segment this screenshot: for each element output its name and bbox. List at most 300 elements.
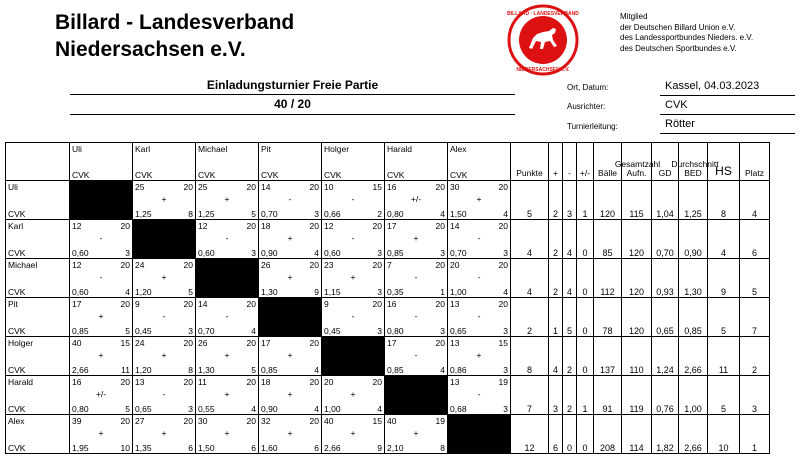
plus-cell bbox=[549, 337, 563, 376]
match-cell bbox=[385, 337, 448, 376]
match-cell bbox=[448, 337, 511, 376]
plus-minus-cell bbox=[577, 259, 594, 298]
match-average: 0,35 bbox=[387, 287, 404, 297]
corner-cell bbox=[6, 143, 70, 181]
column-player-club: CVK bbox=[450, 170, 468, 180]
match-average: 2,10 bbox=[387, 443, 404, 453]
date-label: Ort, Datum: bbox=[567, 83, 609, 92]
hs-cell bbox=[708, 298, 740, 337]
column-player-club: CVK bbox=[198, 170, 216, 180]
match-average: 0,70 bbox=[261, 209, 278, 219]
hs-value: 9 bbox=[720, 287, 726, 297]
baelle-value: 91 bbox=[602, 404, 613, 414]
baelle-cell bbox=[594, 376, 622, 415]
match-cell bbox=[322, 220, 385, 259]
platz-cell bbox=[740, 259, 770, 298]
match-cell bbox=[133, 181, 196, 220]
minus-cell bbox=[563, 415, 577, 454]
plus-minus-value: 1 bbox=[582, 209, 588, 219]
match-average: 1,60 bbox=[261, 443, 278, 453]
date-value: Kassel, 04.03.2023 bbox=[665, 80, 760, 92]
match-high-run: 4 bbox=[125, 287, 130, 297]
row-player-name: Michael bbox=[8, 260, 38, 270]
self-match-cell bbox=[448, 415, 511, 454]
lead-value: Rötter bbox=[665, 118, 695, 130]
match-high-run: 3 bbox=[377, 326, 382, 336]
match-balls: 14 bbox=[450, 221, 460, 231]
match-balls: 16 bbox=[387, 182, 397, 192]
match-high-run: 1 bbox=[440, 287, 445, 297]
minus-value: 2 bbox=[566, 365, 572, 375]
match-innings: 20 bbox=[183, 377, 193, 387]
match-balls: 30 bbox=[198, 416, 208, 426]
match-result: - bbox=[477, 389, 481, 399]
plus-minus-value: 0 bbox=[582, 248, 588, 258]
match-balls: 12 bbox=[72, 260, 82, 270]
platz-cell bbox=[740, 415, 770, 454]
match-average: 0,45 bbox=[135, 326, 152, 336]
table-row bbox=[6, 337, 770, 376]
column-player-club: CVK bbox=[261, 170, 279, 180]
match-cell bbox=[322, 298, 385, 337]
table-row bbox=[6, 259, 770, 298]
match-high-run: 9 bbox=[314, 287, 319, 297]
column-player-name: Karl bbox=[135, 144, 151, 154]
match-average: 0,80 bbox=[387, 209, 404, 219]
punkte-value: 12 bbox=[524, 443, 535, 453]
match-average: 1,25 bbox=[198, 209, 215, 219]
minus-value: 5 bbox=[566, 326, 572, 336]
column-header-holger bbox=[322, 143, 385, 181]
match-high-run: 8 bbox=[188, 209, 193, 219]
punkte-cell bbox=[511, 181, 549, 220]
match-cell bbox=[448, 298, 511, 337]
match-innings: 20 bbox=[435, 221, 445, 231]
match-average: 0,65 bbox=[450, 326, 467, 336]
match-cell bbox=[448, 220, 511, 259]
match-average: 0,60 bbox=[198, 248, 215, 258]
match-innings: 19 bbox=[498, 377, 508, 387]
match-average: 0,90 bbox=[261, 404, 278, 414]
match-high-run: 4 bbox=[503, 209, 508, 219]
table-row bbox=[6, 298, 770, 337]
column-player-name: Pit bbox=[261, 144, 271, 154]
match-average: 0,70 bbox=[198, 326, 215, 336]
match-high-run: 4 bbox=[251, 404, 256, 414]
match-cell bbox=[133, 298, 196, 337]
self-match-cell bbox=[385, 376, 448, 415]
bed-label: BED bbox=[684, 168, 702, 178]
baelle-value: 120 bbox=[599, 209, 616, 219]
match-result: - bbox=[99, 233, 103, 243]
match-innings: 20 bbox=[372, 299, 382, 309]
gd-value: 0,93 bbox=[656, 287, 674, 297]
match-average: 0,85 bbox=[387, 365, 404, 375]
match-high-run: 11 bbox=[121, 365, 130, 375]
column-player-club: CVK bbox=[72, 170, 90, 180]
plus-cell bbox=[549, 298, 563, 337]
federation-name-line1: Billard - Landesverband bbox=[55, 11, 295, 34]
match-balls: 18 bbox=[261, 221, 271, 231]
match-balls: 11 bbox=[198, 377, 207, 387]
aufn-cell bbox=[622, 259, 652, 298]
tournament-title: Einladungsturnier Freie Partie bbox=[206, 78, 379, 92]
match-balls: 25 bbox=[198, 182, 208, 192]
match-innings: 20 bbox=[183, 182, 193, 192]
match-cell bbox=[385, 181, 448, 220]
bed-value: 2,66 bbox=[684, 365, 702, 375]
match-cell bbox=[385, 415, 448, 454]
match-high-run: 6 bbox=[251, 443, 256, 453]
match-balls: 40 bbox=[387, 416, 397, 426]
baelle-cell bbox=[594, 337, 622, 376]
match-high-run: 6 bbox=[188, 443, 193, 453]
match-innings: 20 bbox=[309, 377, 319, 387]
gd-value: 0,65 bbox=[656, 326, 674, 336]
punkte-cell bbox=[511, 376, 549, 415]
plus-cell bbox=[549, 376, 563, 415]
match-cell bbox=[133, 337, 196, 376]
bed-header bbox=[679, 143, 708, 181]
punkte-header-label: Punkte bbox=[516, 168, 543, 178]
match-balls: 30 bbox=[450, 182, 460, 192]
match-high-run: 8 bbox=[188, 365, 193, 375]
hs-label: HS bbox=[715, 164, 732, 178]
match-high-run: 4 bbox=[314, 248, 319, 258]
row-player-club: CVK bbox=[8, 443, 26, 453]
plus-header bbox=[549, 143, 563, 181]
platz-header bbox=[740, 143, 770, 181]
row-player-club: CVK bbox=[8, 248, 26, 258]
row-player-name: Uli bbox=[8, 182, 18, 192]
match-result: - bbox=[414, 272, 418, 282]
column-player-name: Uli bbox=[72, 144, 82, 154]
match-average: 1,00 bbox=[324, 404, 341, 414]
column-player-club: CVK bbox=[135, 170, 153, 180]
match-result: - bbox=[225, 311, 229, 321]
match-high-run: 3 bbox=[314, 209, 319, 219]
match-balls: 17 bbox=[72, 299, 82, 309]
gd-cell bbox=[652, 259, 679, 298]
match-average: 1,30 bbox=[198, 365, 215, 375]
column-player-club: CVK bbox=[387, 170, 405, 180]
hs-value: 10 bbox=[718, 443, 729, 453]
match-high-run: 10 bbox=[120, 443, 130, 453]
match-average: 1,50 bbox=[450, 209, 467, 219]
match-innings: 20 bbox=[435, 338, 445, 348]
punkte-value: 4 bbox=[526, 248, 532, 258]
federation-name bbox=[55, 9, 294, 63]
match-average: 0,86 bbox=[450, 365, 467, 375]
row-player-club: CVK bbox=[8, 365, 26, 375]
match-balls: 13 bbox=[135, 377, 145, 387]
self-match-cell bbox=[322, 337, 385, 376]
match-high-run: 4 bbox=[251, 326, 256, 336]
match-average: 2,66 bbox=[324, 443, 341, 453]
membership-text bbox=[620, 12, 753, 54]
minus-value: 3 bbox=[566, 209, 572, 219]
baelle-value: 78 bbox=[602, 326, 613, 336]
match-cell bbox=[196, 415, 259, 454]
match-average: 0,45 bbox=[324, 326, 341, 336]
match-innings: 20 bbox=[498, 299, 508, 309]
match-result: + bbox=[161, 272, 167, 282]
column-header-uli bbox=[70, 143, 133, 181]
match-result: - bbox=[351, 194, 355, 204]
match-average: 0,55 bbox=[198, 404, 215, 414]
bed-cell bbox=[679, 376, 708, 415]
aufn-value: 120 bbox=[628, 248, 645, 258]
match-balls: 12 bbox=[198, 221, 208, 231]
match-innings: 20 bbox=[435, 260, 445, 270]
match-innings: 20 bbox=[309, 338, 319, 348]
match-high-run: 3 bbox=[188, 326, 193, 336]
punkte-value: 5 bbox=[526, 209, 532, 219]
match-cell bbox=[196, 376, 259, 415]
plus-minus-value: 0 bbox=[582, 365, 588, 375]
match-cell bbox=[70, 298, 133, 337]
row-player-name: Pit bbox=[8, 299, 18, 309]
match-innings: 15 bbox=[372, 416, 382, 426]
match-innings: 20 bbox=[246, 299, 256, 309]
match-cell bbox=[322, 259, 385, 298]
gd-value: 0,70 bbox=[656, 248, 674, 258]
gesamtzahl-label: Gesamtzahl bbox=[614, 159, 661, 169]
match-result: - bbox=[414, 311, 418, 321]
row-player-club: CVK bbox=[8, 326, 26, 336]
aufn-cell bbox=[622, 181, 652, 220]
punkte-cell bbox=[511, 220, 549, 259]
match-cell bbox=[385, 259, 448, 298]
plus-value: 1 bbox=[552, 326, 558, 336]
match-innings: 20 bbox=[246, 182, 256, 192]
match-result: + bbox=[350, 428, 356, 438]
bed-cell bbox=[679, 415, 708, 454]
match-result: + bbox=[413, 428, 419, 438]
match-high-run: 4 bbox=[314, 365, 319, 375]
match-balls: 14 bbox=[261, 182, 271, 192]
logo-text: BILLARD · LANDESVERBAND bbox=[507, 11, 579, 17]
minus-cell bbox=[563, 337, 577, 376]
match-cell bbox=[70, 376, 133, 415]
match-cell bbox=[259, 220, 322, 259]
gd-value: 0,76 bbox=[656, 404, 674, 414]
plus-minus-value: 1 bbox=[582, 404, 588, 414]
bed-value: 2,66 bbox=[684, 443, 702, 453]
column-player-name: Harald bbox=[387, 144, 413, 154]
bed-value: 1,00 bbox=[684, 404, 702, 414]
match-high-run: 5 bbox=[125, 404, 130, 414]
plus-value: 3 bbox=[552, 404, 558, 414]
match-balls: 12 bbox=[324, 221, 334, 231]
score-a: 40 bbox=[274, 97, 288, 111]
match-cell bbox=[259, 181, 322, 220]
table-row bbox=[6, 415, 770, 454]
match-average: 0,60 bbox=[72, 287, 89, 297]
match-cell bbox=[70, 259, 133, 298]
minus-cell bbox=[563, 298, 577, 337]
match-innings: 15 bbox=[372, 182, 382, 192]
match-balls: 18 bbox=[261, 377, 271, 387]
match-cell bbox=[196, 220, 259, 259]
match-high-run: 9 bbox=[377, 443, 382, 453]
baelle-cell bbox=[594, 415, 622, 454]
match-balls: 23 bbox=[324, 260, 334, 270]
baelle-cell bbox=[594, 220, 622, 259]
row-player-club: CVK bbox=[8, 209, 26, 219]
match-result: + bbox=[224, 350, 230, 360]
match-high-run: 3 bbox=[125, 248, 130, 258]
self-match-cell bbox=[133, 220, 196, 259]
minus-value: 4 bbox=[566, 248, 572, 258]
column-player-name: Holger bbox=[324, 144, 350, 154]
match-cell bbox=[385, 220, 448, 259]
aufn-value: 120 bbox=[628, 287, 645, 297]
match-result: + bbox=[98, 428, 104, 438]
header-row bbox=[6, 143, 770, 181]
match-high-run: 5 bbox=[251, 209, 256, 219]
platz-value: 1 bbox=[751, 443, 757, 453]
match-innings: 20 bbox=[498, 260, 508, 270]
match-cell bbox=[133, 376, 196, 415]
match-cell bbox=[322, 376, 385, 415]
match-result: - bbox=[99, 272, 103, 282]
match-balls: 13 bbox=[450, 299, 460, 309]
match-innings: 20 bbox=[183, 299, 193, 309]
match-innings: 15 bbox=[120, 338, 130, 348]
match-result: +/- bbox=[95, 389, 107, 399]
match-balls: 39 bbox=[72, 416, 82, 426]
punkte-cell bbox=[511, 337, 549, 376]
aufn-header bbox=[622, 143, 652, 181]
hs-cell bbox=[708, 220, 740, 259]
table-row bbox=[6, 181, 770, 220]
match-balls: 13 bbox=[450, 377, 460, 387]
gd-value: 1,24 bbox=[656, 365, 674, 375]
plus-minus-value: 0 bbox=[582, 443, 588, 453]
match-balls: 13 bbox=[450, 338, 460, 348]
aufn-value: 110 bbox=[629, 365, 644, 375]
match-innings: 20 bbox=[309, 260, 319, 270]
match-result: - bbox=[477, 311, 481, 321]
row-player-name: Karl bbox=[8, 221, 24, 231]
match-result: + bbox=[98, 350, 104, 360]
bed-value: 0,90 bbox=[684, 248, 702, 258]
column-header-alex bbox=[448, 143, 511, 181]
match-result: + bbox=[350, 389, 356, 399]
match-balls: 20 bbox=[324, 377, 334, 387]
match-high-run: 4 bbox=[440, 365, 445, 375]
plus-minus-value: 0 bbox=[582, 287, 588, 297]
plus-minus-cell bbox=[577, 220, 594, 259]
row-player bbox=[6, 415, 70, 454]
plus-cell bbox=[549, 220, 563, 259]
federation-logo bbox=[507, 4, 579, 76]
baelle-cell bbox=[594, 259, 622, 298]
match-innings: 20 bbox=[120, 299, 130, 309]
match-result: - bbox=[288, 194, 292, 204]
self-match-cell bbox=[259, 298, 322, 337]
match-balls: 17 bbox=[261, 338, 271, 348]
match-balls: 27 bbox=[135, 416, 145, 426]
baelle-value: 112 bbox=[600, 287, 615, 297]
hs-value: 5 bbox=[720, 326, 726, 336]
platz-value: 3 bbox=[751, 404, 757, 414]
match-high-run: 4 bbox=[314, 404, 319, 414]
plus-minus-cell bbox=[577, 376, 594, 415]
match-high-run: 4 bbox=[377, 404, 382, 414]
hs-value: 11 bbox=[718, 365, 729, 375]
match-innings: 20 bbox=[120, 377, 130, 387]
match-cell bbox=[259, 415, 322, 454]
match-average: 0,68 bbox=[450, 404, 467, 414]
match-innings: 20 bbox=[372, 221, 382, 231]
match-cell bbox=[448, 259, 511, 298]
minus-cell bbox=[563, 181, 577, 220]
match-average: 1,20 bbox=[135, 365, 152, 375]
match-balls: 10 bbox=[324, 182, 334, 192]
punkte-cell bbox=[511, 298, 549, 337]
match-cell bbox=[322, 181, 385, 220]
divider bbox=[660, 95, 795, 96]
match-high-run: 3 bbox=[440, 326, 445, 336]
match-innings: 20 bbox=[309, 182, 319, 192]
row-player bbox=[6, 220, 70, 259]
match-innings: 20 bbox=[120, 221, 130, 231]
membership-line: Mitglied bbox=[620, 12, 648, 21]
match-cell bbox=[70, 337, 133, 376]
match-average: 0,70 bbox=[450, 248, 467, 258]
match-average: 1,20 bbox=[135, 287, 152, 297]
match-result: - bbox=[477, 272, 481, 282]
platz-cell bbox=[740, 337, 770, 376]
baelle-value: 85 bbox=[602, 248, 613, 258]
aufn-cell bbox=[622, 376, 652, 415]
divider bbox=[660, 133, 795, 134]
match-result: + bbox=[476, 350, 482, 360]
hs-cell bbox=[708, 181, 740, 220]
match-high-run: 4 bbox=[440, 209, 445, 219]
tournament-score bbox=[70, 97, 515, 111]
match-result: + bbox=[98, 311, 104, 321]
row-player-name: Holger bbox=[8, 338, 34, 348]
bed-cell bbox=[679, 181, 708, 220]
table-row bbox=[6, 220, 770, 259]
column-player-name: Michael bbox=[198, 144, 228, 154]
match-balls: 24 bbox=[135, 260, 145, 270]
match-balls: 26 bbox=[261, 260, 271, 270]
match-cell bbox=[259, 259, 322, 298]
hs-cell bbox=[708, 376, 740, 415]
hs-value: 5 bbox=[720, 404, 726, 414]
match-result: +/- bbox=[410, 194, 422, 204]
match-average: 0,80 bbox=[387, 326, 404, 336]
match-average: 1,15 bbox=[324, 287, 341, 297]
plus-value: 2 bbox=[552, 248, 558, 258]
match-high-run: 3 bbox=[503, 326, 508, 336]
match-average: 1,30 bbox=[261, 287, 278, 297]
column-header-pit bbox=[259, 143, 322, 181]
plus-minus-value: 0 bbox=[582, 326, 588, 336]
gd-cell bbox=[652, 298, 679, 337]
match-result: + bbox=[476, 194, 482, 204]
column-header-harald bbox=[385, 143, 448, 181]
plus-cell bbox=[549, 181, 563, 220]
match-result: - bbox=[225, 233, 229, 243]
row-player bbox=[6, 337, 70, 376]
aufn-label: Aufn. bbox=[626, 168, 647, 178]
row-player-club: CVK bbox=[8, 287, 26, 297]
